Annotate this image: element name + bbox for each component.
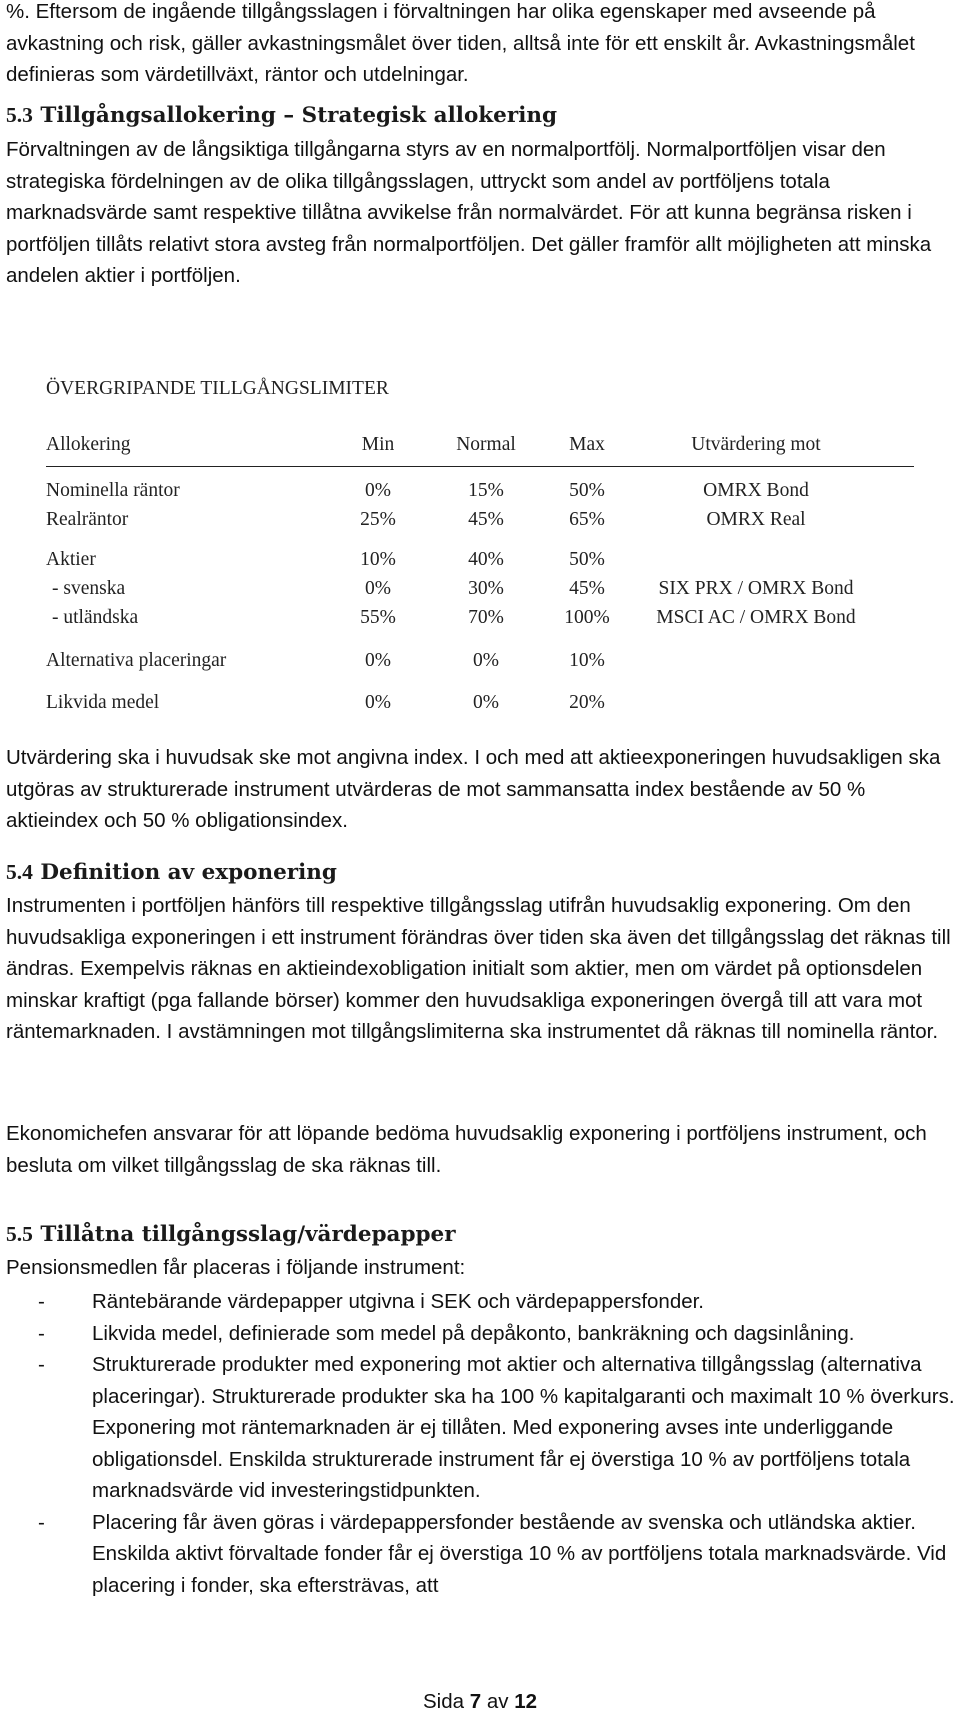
intro-paragraph: %. Eftersom de ingående tillgångsslagen i förvaltningen har olika egenskaper med avseende på avkastning och risk, gäller avkastningsmålet över tiden, alltså inte för ett enskilt år. Avkastningsmålet definieras som värdetillväxt, räntor och utdelningar. xyxy=(6,0,915,86)
list-item xyxy=(6,1507,956,1602)
cell-benchmark: OMRX Bond xyxy=(703,480,809,501)
section-5-5-intro: Pensionsmedlen får placeras i följande instrument: xyxy=(6,1256,466,1279)
cell-max: 100% xyxy=(564,607,610,628)
cell-benchmark: SIX PRX / OMRX Bond xyxy=(658,578,854,599)
list-item xyxy=(6,1349,956,1507)
header-normal: Normal xyxy=(456,434,516,455)
list-item-text: Placering får även göras i värdepappersfonder bestående av svenska och utländska aktier. Enskilda aktivt förvaltade fonder får ej överstiga 10 % av portföljens totala marknadsvärde. Vid placering i fonder, ska eftersträvas, att xyxy=(92,1510,947,1597)
footer-page-number: 7 xyxy=(469,1690,482,1713)
cell-name: Likvida medel xyxy=(46,692,160,713)
list-item-text: Likvida medel, definierade som medel på depåkonto, bankräkning och dagsinlåning. xyxy=(92,1321,855,1345)
after-table-paragraph: Utvärdering ska i huvudsak ske mot angivna index. I och med att aktieexponeringen huvudsakligen ska utgöras av strukturerade instrument utvärderas de mot sammansatta index bestående av 50 % aktieindex och 50 % obligationsindex. xyxy=(6,746,941,832)
cell-min: 0% xyxy=(365,692,391,713)
cell-normal: 15% xyxy=(468,480,504,501)
cell-normal: 70% xyxy=(468,607,504,628)
cell-min: 25% xyxy=(360,509,396,530)
cell-name: - svenska xyxy=(52,578,126,599)
section-title: Tillgångsallokering – Strategisk allokering xyxy=(40,103,558,128)
table-title: ÖVERGRIPANDE TILLGÅNGSLIMITER xyxy=(46,378,389,399)
section-number: 5.5 xyxy=(6,1222,33,1246)
header-min: Min xyxy=(361,434,395,455)
section-title: Tillåtna tillgångsslag/värdepapper xyxy=(40,1222,456,1247)
cell-min: 0% xyxy=(365,650,391,671)
header-utvardering: Utvärdering mot xyxy=(691,434,821,455)
cell-normal: 45% xyxy=(468,509,504,530)
list-dash: - xyxy=(38,1290,45,1313)
section-heading-5-5 xyxy=(6,1222,456,1247)
cell-min: 0% xyxy=(365,480,391,501)
limits-table xyxy=(46,0,926,720)
page-footer xyxy=(0,1690,960,1714)
footer-middle: av xyxy=(486,1690,509,1713)
section-number: 5.3 xyxy=(6,103,33,127)
section-title: Definition av exponering xyxy=(40,860,337,885)
cell-max: 10% xyxy=(569,650,605,671)
cell-normal: 0% xyxy=(473,650,499,671)
cell-name: Alternativa placeringar xyxy=(46,650,227,671)
cell-max: 50% xyxy=(569,480,605,501)
instrument-list xyxy=(6,1286,956,1601)
list-item xyxy=(6,1318,956,1350)
cell-max: 45% xyxy=(569,578,605,599)
section-heading-5-4 xyxy=(6,860,337,885)
footer-prefix: Sida xyxy=(422,1690,465,1713)
list-item-text: Strukturerade produkter med exponering mot aktier och alternativa tillgångsslag (alternativa placeringar). Strukturerade produkter ska ha 100 % kapitalgaranti och maximalt 10 % överkurs. Exponering mot räntemarknaden är ej tillåten. Med exponering avses inte underliggande obligationsdel. Enskilda strukturerade instrument får ej överstiga 10 % av portföljens totala marknadsvärde vid investeringstidpunkten. xyxy=(92,1353,955,1502)
list-item-text: Räntebärande värdepapper utgivna i SEK och värdepappersfonder. xyxy=(92,1290,705,1313)
section-5-4-body-2: Ekonomichefen ansvarar för att löpande bedöma huvudsaklig exponering i portföljens instrument, och besluta om vilket tillgångsslag de ska räknas till. xyxy=(6,1122,927,1177)
cell-name: Realräntor xyxy=(46,509,129,530)
section-5-3-body: Förvaltningen av de långsiktiga tillgångarna styrs av en normalportfölj. Normalportföljen visar den strategiska fördelningen av de olika tillgångsslagen, uttryckt som andel av portföljens totala marknadsvärde samt respektive tillåtna avvikelse från normalvärdet. För att kunna begränsa risken i portföljen tillåts relativt stora avsteg från normalportföljen. Det gäller framför allt möjligheten att minska andelen aktier i portföljen. xyxy=(6,138,932,287)
list-dash: - xyxy=(38,1321,45,1345)
footer-total-pages: 12 xyxy=(514,1690,537,1713)
cell-normal: 0% xyxy=(473,692,499,713)
list-dash: - xyxy=(38,1510,45,1534)
cell-benchmark: OMRX Real xyxy=(706,509,806,530)
cell-normal: 40% xyxy=(468,549,504,570)
cell-max: 65% xyxy=(569,509,605,530)
cell-benchmark: MSCI AC / OMRX Bond xyxy=(656,607,856,628)
cell-max: 20% xyxy=(569,692,605,713)
header-max: Max xyxy=(569,434,605,455)
table-header-divider xyxy=(46,466,914,467)
cell-normal: 30% xyxy=(468,578,504,599)
cell-max: 50% xyxy=(569,549,605,570)
cell-min: 10% xyxy=(360,549,396,570)
cell-name: Aktier xyxy=(46,549,96,570)
list-item xyxy=(6,1286,956,1318)
cell-name: Nominella räntor xyxy=(46,480,180,501)
cell-min: 0% xyxy=(365,578,391,599)
section-number: 5.4 xyxy=(6,860,33,884)
cell-name: - utländska xyxy=(52,607,139,628)
header-allokering: Allokering xyxy=(46,434,131,455)
section-5-4-body: Instrumenten i portföljen hänförs till respektive tillgångsslag utifrån huvudsaklig exponering. Om den huvudsakliga exponeringen i ett instrument förändras över tiden ska även det tillgångsslag det räknas till ändras. Exempelvis räknas en aktieindexobligation initialt som aktier, men om värdet på optionsdelen minskar kraftigt (pga fallande börser) kommer den huvudsakliga exponeringen övergå till att vara mot räntemarknaden. I avstämningen mot tillgångslimiterna ska instrumentet då räknas till nominella räntor. xyxy=(6,894,951,1043)
cell-min: 55% xyxy=(360,607,396,628)
list-dash: - xyxy=(38,1353,45,1376)
